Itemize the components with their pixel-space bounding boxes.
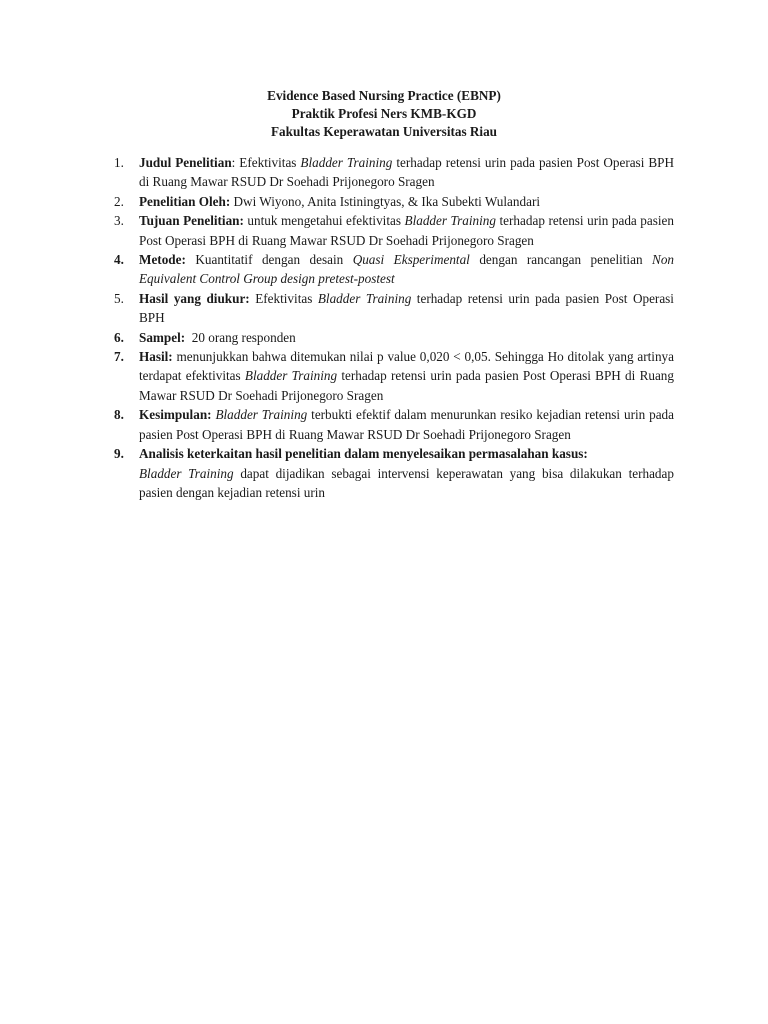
- item-italic-term: Bladder Training: [300, 155, 393, 170]
- item-italic-term: Bladder Training: [215, 407, 308, 423]
- item-text: untuk mengetahui efektivitas: [243, 213, 405, 229]
- list-item-tujuan: [114, 211, 674, 250]
- header-title: Evidence Based Nursing Practice (EBNP): [267, 88, 501, 103]
- item-text: terbukti efektif dalam menurunkan resiko kejadian retensi urin pada pasien Post Operasi BPH di Ruang Mawar RSUD Dr Soehadi Prijonegoro Sragen: [139, 407, 674, 442]
- item-italic-term: Bladder Training: [404, 213, 496, 229]
- item-number: 2.: [114, 193, 124, 209]
- item-italic-term: Bladder Training: [139, 465, 234, 481]
- item-label: Judul Penelitian: [139, 155, 232, 170]
- item-number: 7.: [114, 349, 124, 365]
- item-text: Dwi Wiyono, Anita Istiningtyas, & Ika Subekti Wulandari: [230, 193, 541, 209]
- research-summary-list: [114, 153, 674, 502]
- item-number: 1.: [114, 155, 124, 170]
- item-text: 20 orang responden: [185, 329, 296, 345]
- item-text: Efektivitas: [249, 290, 318, 306]
- item-number: 8.: [114, 407, 124, 423]
- item-label: Analisis keterkaitan hasil penelitian dalam menyelesaikan permasalahan kasus:: [139, 446, 588, 462]
- item-text: Kuantitatif dengan desain: [185, 252, 353, 268]
- item-label: Metode:: [139, 252, 186, 268]
- item-number: 9.: [114, 446, 124, 462]
- list-item-kesimpulan: [114, 405, 674, 444]
- item-label: Sampel:: [139, 329, 186, 345]
- list-item-hasil: [114, 347, 674, 405]
- item-number: 3.: [114, 213, 124, 229]
- item-label: Kesimpulan:: [139, 407, 212, 423]
- list-item-hasil-diukur: [114, 289, 674, 328]
- item-label: Hasil yang diukur:: [139, 290, 250, 306]
- item-italic-term: Bladder Training: [317, 290, 412, 306]
- list-item-peneliti: [114, 192, 674, 211]
- document-header: [0, 87, 768, 141]
- item-text: terhadap retensi urin pada pasien Post Operasi BPH di Ruang Mawar RSUD Dr Soehadi Prijonegoro Sragen: [139, 213, 675, 248]
- header-institution: Fakultas Keperawatan Universitas Riau: [270, 124, 498, 139]
- item-text: dapat dijadikan sebagai intervensi keperawatan yang bisa dilakukan terhadap pasien dengan kejadian retensi urin: [139, 465, 674, 500]
- list-item-analisis: [114, 444, 674, 502]
- item-label: Tujuan Penelitian:: [139, 213, 244, 229]
- item-italic-term: Quasi Eksperimental: [352, 252, 470, 268]
- item-italic-term: Non Equivalent Control Group design pretest-postest: [139, 252, 675, 287]
- header-subtitle: Praktik Profesi Ners KMB-KGD: [291, 106, 477, 121]
- item-number: 4.: [114, 252, 124, 268]
- item-label: Penelitian Oleh:: [139, 193, 231, 209]
- list-item-sampel: [114, 328, 674, 347]
- item-text: terhadap retensi urin pada pasien Post Operasi BPH di Ruang Mawar RSUD Dr Soehadi Prijonegoro Sragen: [139, 155, 674, 190]
- item-number: 6.: [114, 329, 124, 345]
- item-text: dengan rancangan penelitian: [469, 252, 653, 268]
- list-item-judul: [114, 153, 674, 192]
- item-text: terhadap retensi urin pada pasien Post Operasi BPH di Ruang Mawar RSUD Dr Soehadi Prijonegoro Sragen: [139, 368, 674, 403]
- item-text: : Efektivitas: [231, 155, 301, 170]
- item-text: menunjukkan bahwa ditemukan nilai p value 0,020 < 0,05. Sehingga Ho ditolak yang artinya terdapat efektivitas: [139, 349, 674, 384]
- item-text: terhadap retensi urin pada pasien Post Operasi BPH: [139, 290, 674, 326]
- item-number: 5.: [114, 290, 124, 306]
- list-item-metode: [114, 250, 674, 289]
- item-italic-term: Bladder Training: [244, 368, 338, 384]
- item-label: Hasil:: [139, 349, 173, 365]
